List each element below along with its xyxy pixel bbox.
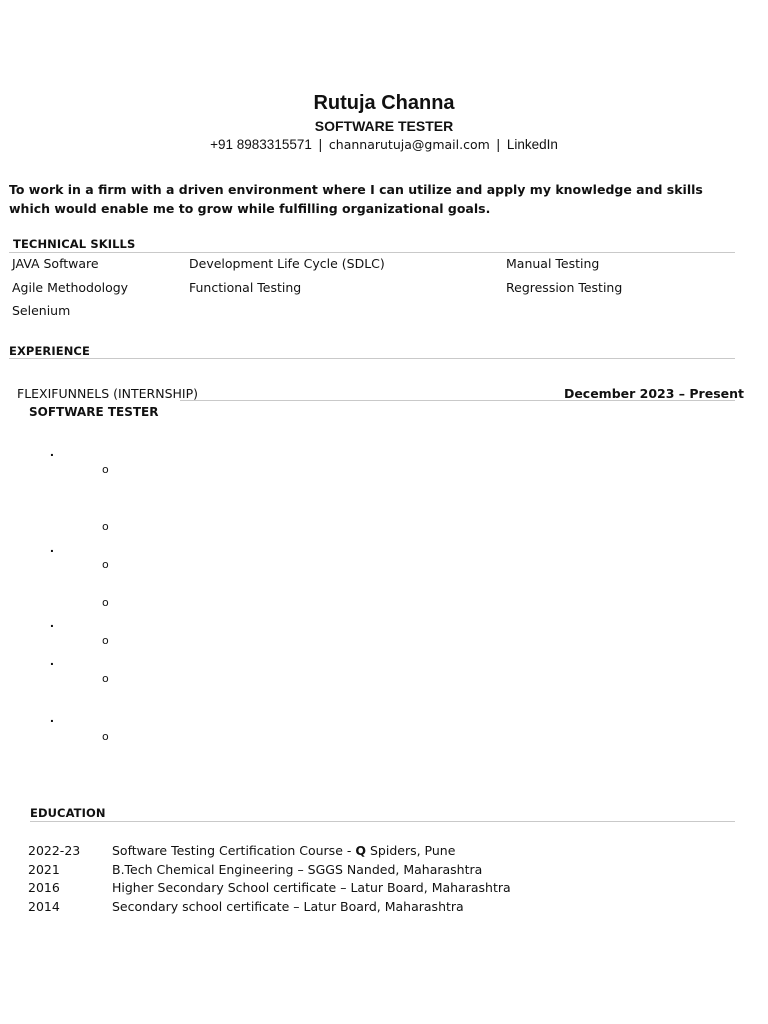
- education-year: 2022-23: [28, 843, 81, 858]
- education-year: 2021: [28, 862, 60, 877]
- sub-bullet-marker: o: [102, 672, 109, 685]
- education-desc-bold: Q: [355, 843, 366, 858]
- education-desc-text: Spiders, Pune: [366, 843, 456, 858]
- bullet-marker: .: [50, 709, 54, 725]
- education-divider: [30, 821, 735, 822]
- skills-heading: TECHNICAL SKILLS: [13, 237, 136, 251]
- education-description: Higher Secondary School certificate – Latur Board, Maharashtra: [112, 880, 511, 895]
- candidate-name: Rutuja Channa: [313, 92, 455, 114]
- skill-item: Development Life Cycle (SDLC): [189, 256, 385, 271]
- education-description: Secondary school certificate – Latur Board, Maharashtra: [112, 899, 464, 914]
- experience-heading: EXPERIENCE: [9, 344, 90, 358]
- objective-statement: To work in a firm with a driven environment where I can utilize and apply my knowledge and skills which would enable me to grow while fulfilling organizational goals.: [9, 182, 703, 216]
- phone-number: +91 8983315571: [210, 137, 312, 152]
- education-heading: EDUCATION: [30, 806, 106, 820]
- education-year: 2014: [28, 899, 60, 914]
- candidate-role: SOFTWARE TESTER: [314, 118, 454, 134]
- sub-bullet-marker: o: [102, 463, 109, 476]
- bullet-marker: .: [50, 539, 54, 555]
- linkedin-link[interactable]: LinkedIn: [506, 137, 558, 152]
- education-year: 2016: [28, 880, 60, 895]
- bullet-marker: .: [50, 614, 54, 630]
- email-address[interactable]: channarutuja@gmail.com: [328, 137, 490, 152]
- sub-bullet-marker: o: [102, 730, 109, 743]
- sub-bullet-marker: o: [102, 558, 109, 571]
- skill-item: JAVA Software: [12, 256, 99, 271]
- skill-item: Selenium: [12, 303, 71, 318]
- company-name: FLEXIFUNNELS (INTERNSHIP): [17, 386, 199, 401]
- bullet-marker: .: [50, 652, 54, 668]
- experience-divider: [9, 358, 735, 359]
- contact-separator: |: [318, 137, 323, 152]
- employment-dates: December 2023 – Present: [563, 386, 744, 401]
- education-description: [112, 843, 455, 858]
- sub-bullet-marker: o: [102, 596, 109, 609]
- skills-divider: [9, 252, 735, 253]
- education-desc-text: Software Testing Certification Course -: [112, 843, 356, 858]
- contact-line: [0, 137, 768, 152]
- job-title: SOFTWARE TESTER: [29, 405, 159, 419]
- contact-separator: |: [496, 137, 501, 152]
- skill-item: Regression Testing: [506, 280, 623, 295]
- skill-item: Agile Methodology: [12, 280, 129, 295]
- skill-item: Functional Testing: [189, 280, 302, 295]
- skill-item: Manual Testing: [506, 256, 600, 271]
- bullet-marker: .: [50, 443, 54, 459]
- sub-bullet-marker: o: [102, 634, 109, 647]
- sub-bullet-marker: o: [102, 520, 109, 533]
- education-description: B.Tech Chemical Engineering – SGGS Nanded, Maharashtra: [112, 862, 483, 877]
